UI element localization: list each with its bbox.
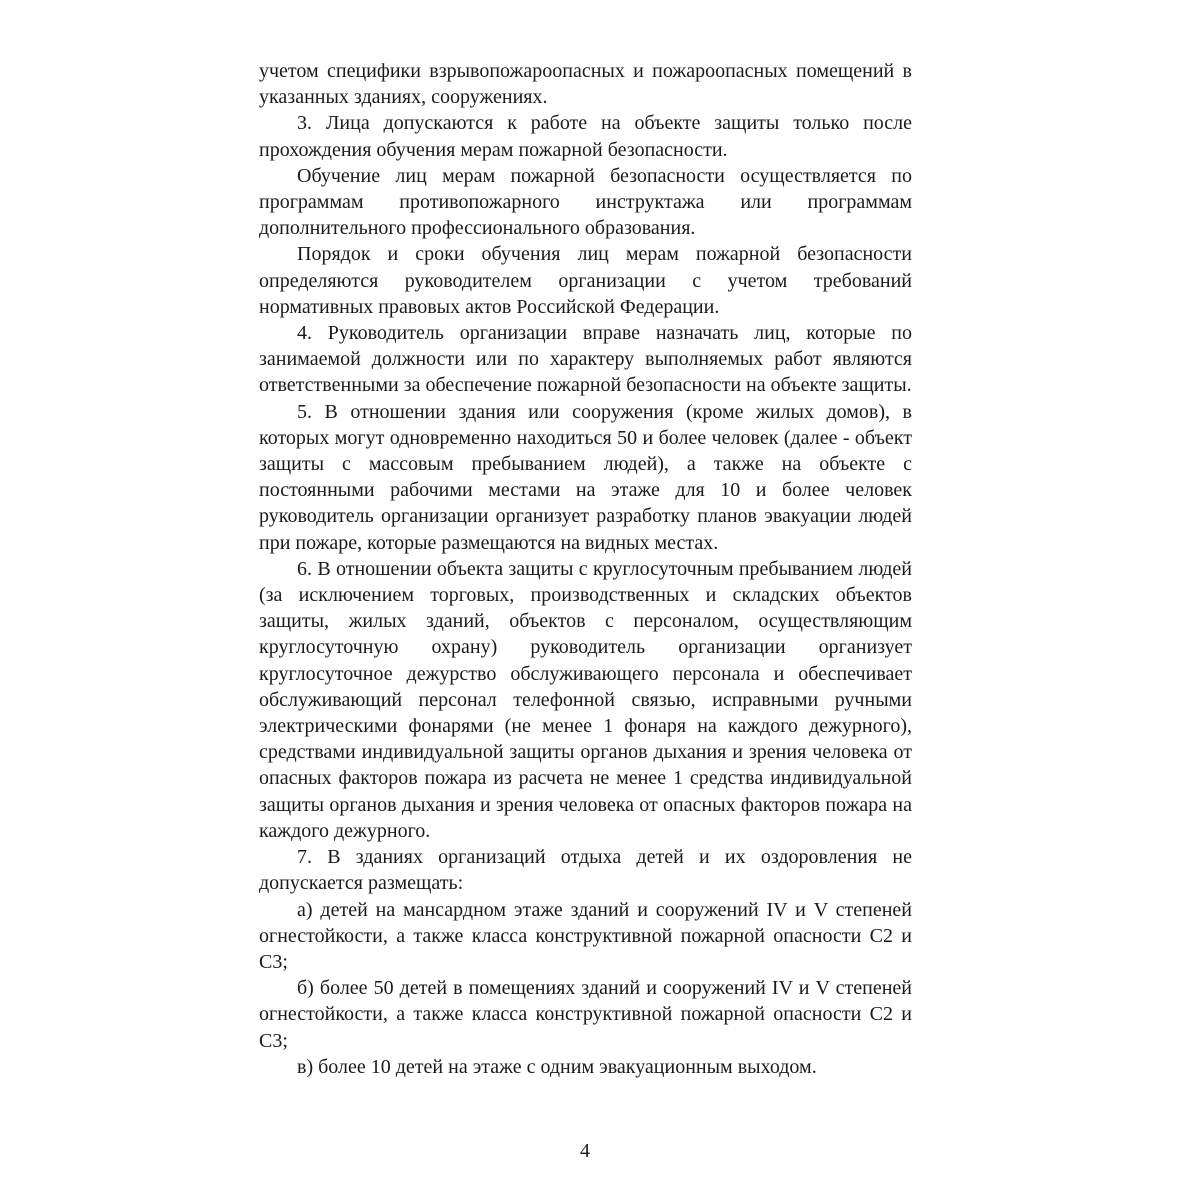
paragraph-item-6: 6. В отношении объекта защиты с круглосуточным пребыванием людей (за исключением торговых, производственных и складских объектов защиты, жилых зданий, объектов с персоналом, осуществляющим круглосуточную охрану) руководитель организации организует круглосуточное дежурство обслуживающего персонала и обеспечивает обслуживающий персонал телефонной связью, исправными ручными электрическими фонарями (не менее 1 фонаря на каждого дежурного), средствами индивидуальной защиты органов дыхания и зрения человека от опасных факторов пожара из расчета не менее 1 средства индивидуальной защиты органов дыхания и зрения человека от опасных факторов пожара на каждого дежурного. [259,557,912,842]
paragraph-item-3-training: Обучение лиц мерам пожарной безопасности осуществляется по программам противопожарного инструктажа или программам дополнительного профессионального образования. [259,164,912,240]
paragraph-item-7a: а) детей на мансардном этаже зданий и сооружений IV и V степеней огнестойкости, а также класса конструктивной пожарной опасности С2 и С3; [259,898,912,973]
paragraph-item-4: 4. Руководитель организации вправе назначать лиц, которые по занимаемой должности или по характеру выполняемых работ являются ответственными за обеспечение пожарной безопасности на объекте защиты. [259,322,912,397]
document-page [259,58,912,1080]
page-number: 4 [580,1140,590,1162]
paragraph-item-3: 3. Лица допускаются к работе на объекте защиты только после прохождения обучения мерам пожарной безопасности. [259,112,912,161]
paragraph-item-7c: в) более 10 детей на этаже с одним эвакуационным выходом. [297,1055,817,1078]
paragraph-item-5: 5. В отношении здания или сооружения (кроме жилых домов), в которых могут одновременно находиться 50 и более человек (далее - объект защиты с массовым пребыванием людей), а также на объекте с постоянными рабочими местами на этаже для 10 и более человек руководитель организации организует разработку планов эвакуации людей при пожаре, которые размещаются на видных местах. [259,400,912,554]
paragraph-item-7b: б) более 50 детей в помещениях зданий и сооружений IV и V степеней огнестойкости, а также класса конструктивной пожарной опасности С2 и С3; [259,977,912,1052]
paragraph-continuation: учетом специфики взрывопожароопасных и пожароопасных помещений в указанных зданиях, сооружениях. [259,60,912,109]
paragraph-item-7: 7. В зданиях организаций отдыха детей и их оздоровления не допускается размещать: [259,846,912,895]
paragraph-item-3-order: Порядок и сроки обучения лиц мерам пожарной безопасности определяются руководителем организации с учетом требований нормативных правовых актов Российской Федерации. [259,243,912,318]
